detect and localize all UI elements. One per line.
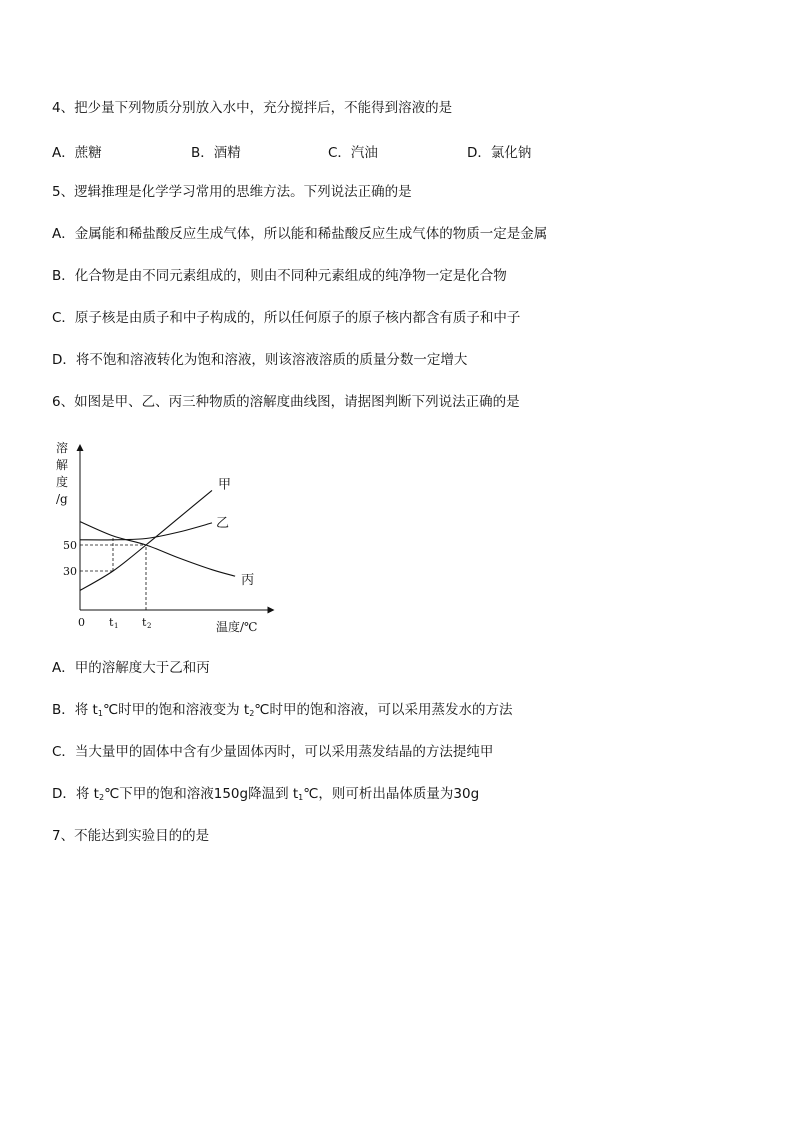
x-axis-label: 温度/℃ — [216, 620, 258, 634]
q4-option-b[interactable]: B．酒精 — [191, 145, 241, 161]
question-4-stem: 4、把少量下列物质分别放入水中，充分搅拌后，不能得到溶液的是 — [52, 100, 453, 116]
x-tick-sub-1: 1 — [114, 622, 119, 630]
solubility-curve-chart — [52, 440, 282, 640]
q6-option-a[interactable]: A．甲的溶解度大于乙和丙 — [52, 660, 210, 676]
question-4-options — [52, 141, 752, 161]
x-tick-label-1: t — [109, 616, 114, 629]
y-axis-arrow — [77, 444, 84, 451]
series-3-label: 丙 — [241, 573, 255, 589]
y-label-part-4: /g — [56, 492, 68, 506]
series-2-curve — [80, 523, 212, 540]
q6-b-text-3: ℃时甲的饱和溶液，可以采用蒸发水的方法 — [254, 702, 513, 718]
y-tick-label-1: 30 — [63, 565, 77, 578]
q6-option-d[interactable] — [52, 785, 479, 803]
q4-option-c[interactable]: C．汽油 — [328, 145, 378, 161]
q5-option-b[interactable]: B．化合物是由不同元素组成的，则由不同种元素组成的纯净物一定是化合物 — [52, 268, 507, 284]
question-7-stem: 7、不能达到实验目的的是 — [52, 828, 210, 844]
q6-b-sub-1: 1 — [97, 709, 103, 718]
series-1-label: 甲 — [218, 477, 232, 493]
x-tick-sub-2: 2 — [147, 622, 152, 630]
q6-b-text-2: ℃时甲的饱和溶液变为 t — [102, 702, 250, 718]
q6-b-text-1: B．将 t — [52, 702, 98, 718]
q6-d-text-3: ℃，则可析出晶体质量为30g — [303, 786, 480, 802]
y-label-part-1: 溶 — [56, 441, 69, 455]
q6-d-sub-1: 2 — [98, 793, 105, 802]
q6-b-sub-2: 2 — [249, 709, 255, 718]
y-label-part-3: 度 — [56, 475, 69, 489]
series-2-label: 乙 — [216, 515, 230, 531]
y-label-part-2: 解 — [56, 458, 69, 472]
q5-option-d[interactable]: D．将不饱和溶液转化为饱和溶液，则该溶液溶质的质量分数一定增大 — [52, 352, 468, 368]
q6-option-c[interactable]: C．当大量甲的固体中含有少量固体丙时，可以采用蒸发结晶的方法提纯甲 — [52, 744, 494, 760]
question-5-stem: 5、逻辑推理是化学学习常用的思维方法。下列说法正确的是 — [52, 184, 412, 200]
q6-option-b[interactable] — [52, 701, 512, 719]
q6-d-text-2: ℃下甲的饱和溶液150g降温到 t — [104, 786, 299, 802]
q5-option-a[interactable]: A．金属能和稀盐酸反应生成气体，所以能和稀盐酸反应生成气体的物质一定是金属 — [52, 226, 548, 242]
q4-option-d[interactable]: D．氯化钠 — [467, 145, 532, 161]
q5-option-c[interactable]: C．原子核是由质子和中子构成的，所以任何原子的原子核内都含有质子和中子 — [52, 310, 521, 326]
x-tick-label-2: t — [142, 616, 147, 629]
x-axis-arrow — [268, 607, 275, 614]
series-1-curve — [80, 490, 212, 590]
origin-label: 0 — [78, 616, 85, 629]
question-6-stem: 6、如图是甲、乙、丙三种物质的溶解度曲线图，请据图判断下列说法正确的是 — [52, 394, 520, 410]
y-tick-label-2: 50 — [63, 539, 77, 552]
q6-d-sub-2: 1 — [298, 793, 304, 802]
q6-d-text-1: D．将 t — [52, 786, 99, 802]
series-3-curve — [80, 522, 235, 577]
q4-option-a[interactable]: A．蔗糖 — [52, 145, 102, 161]
